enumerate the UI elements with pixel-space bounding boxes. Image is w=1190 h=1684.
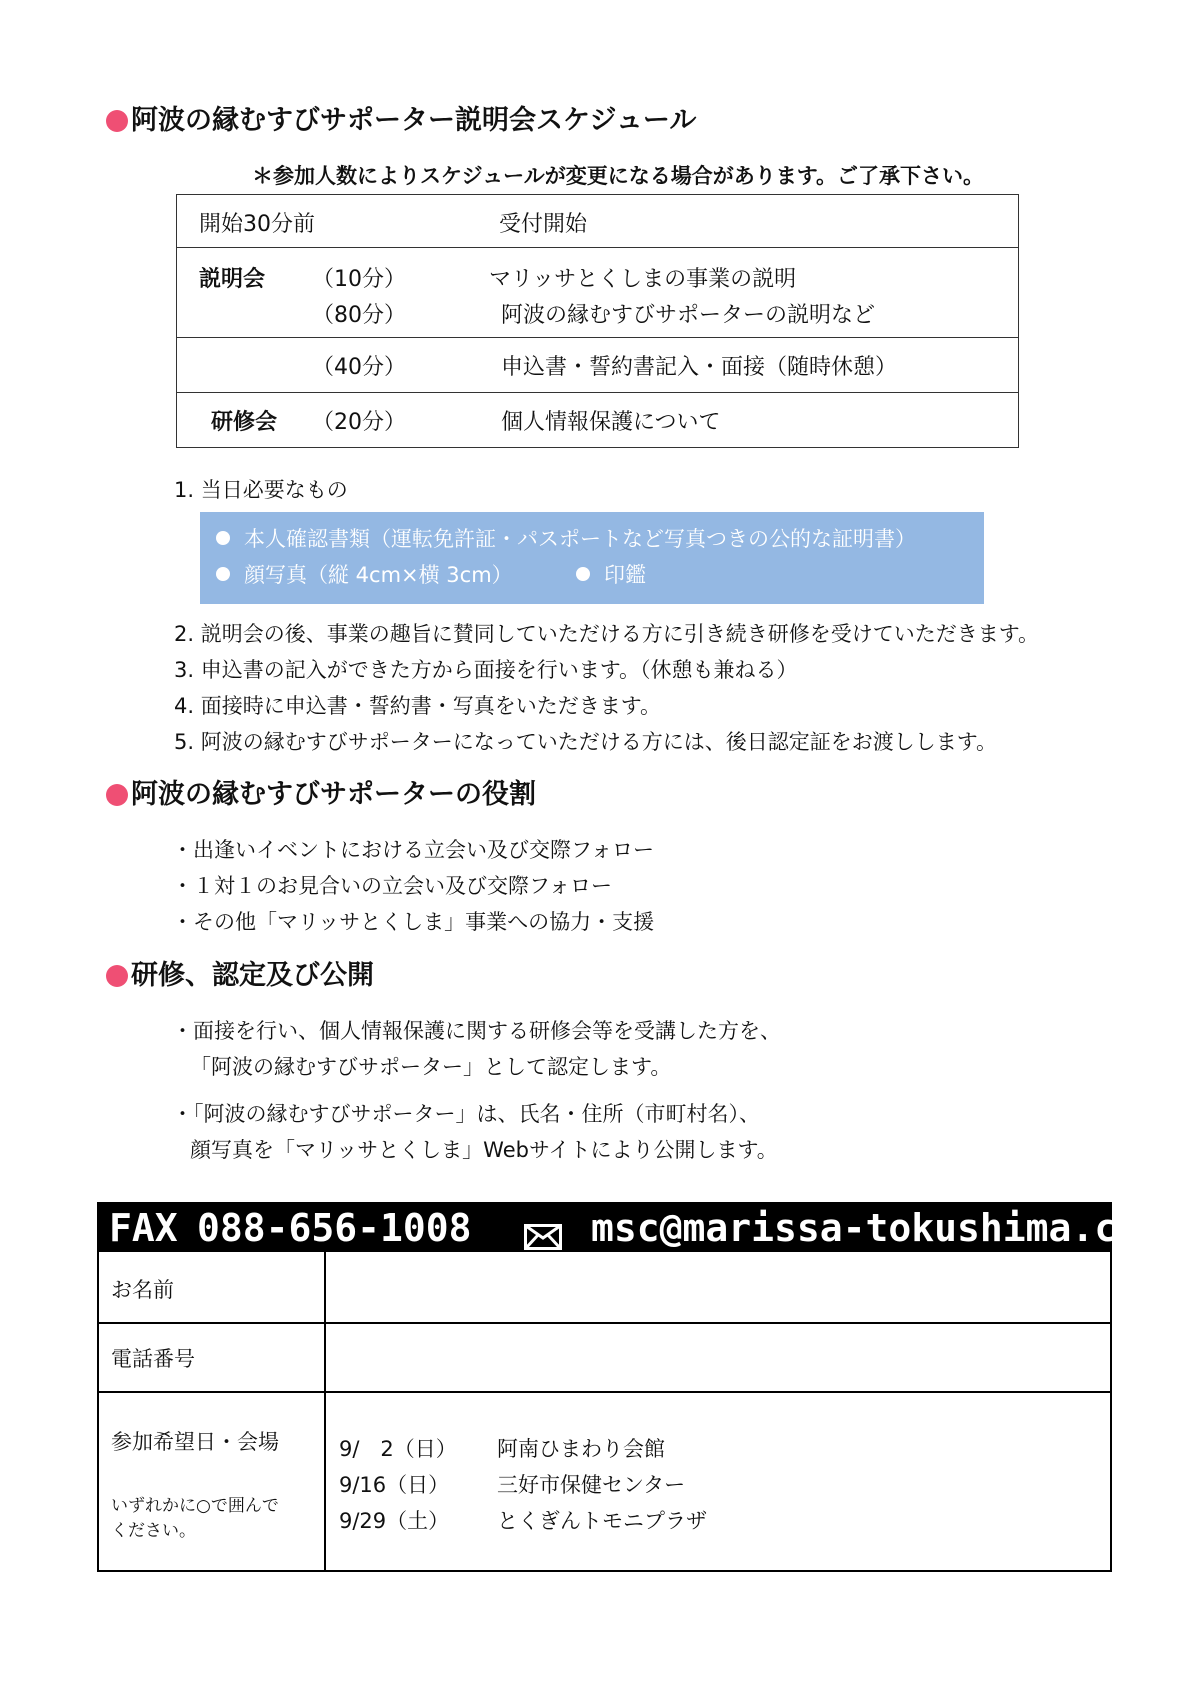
- row-divider: [99, 1391, 1110, 1393]
- list-item: 「阿波の縁むすびサポーター」として認定します。: [190, 1055, 672, 1079]
- list-item: 本人確認書類（運転免許証・パスポートなど写真つきの公的な証明書）: [216, 521, 916, 557]
- schedule-table: [176, 194, 1019, 448]
- schedule-duration: （80分）: [312, 303, 406, 328]
- list-item: 5. 阿波の縁むすびサポーターになっていただける方には、後日認定証をお渡しします。: [174, 730, 998, 754]
- list-item: ・その他「マリッサとくしま」事業への協力・支援: [172, 910, 655, 934]
- bullet-icon: [216, 531, 230, 545]
- schedule-session-label: 研修会: [211, 410, 278, 435]
- envelope-icon: [524, 1213, 562, 1257]
- schedule-session-label: 説明会: [199, 267, 266, 292]
- bullet-icon: [216, 567, 230, 581]
- venue-option-1: 阿南ひまわり会館: [497, 1437, 665, 1461]
- required-items-box: [200, 512, 984, 604]
- date-option-1[interactable]: 9/ 2（日）: [339, 1437, 457, 1461]
- date-note: いずれかに○で囲んで ください。: [111, 1496, 279, 1541]
- phone-label: 電話番号: [111, 1347, 195, 1371]
- schedule-desc: マリッサとくしまの事業の説明: [489, 267, 797, 292]
- list-item: 4. 面接時に申込書・誓約書・写真をいただきます。: [174, 694, 662, 718]
- venue-option-2: 三好市保健センター: [497, 1473, 686, 1497]
- list-item: ・「阿波の縁むすびサポーター」は、氏名・住所（市町村名）、: [172, 1102, 760, 1126]
- section-heading-training: 研修、認定及び公開: [106, 958, 374, 994]
- bullet-icon: [576, 567, 590, 581]
- list-item: 3. 申込書の記入ができた方から面接を行います。（休憩も兼ねる）: [174, 658, 798, 682]
- schedule-note: ＊参加人数によりスケジュールが変更になる場合があります。ご了承下さい。: [252, 164, 985, 188]
- application-form: [97, 1202, 1163, 1572]
- date-venue-label: 参加希望日・会場: [111, 1430, 279, 1454]
- list-item: 顔写真（縦 4cm×横 3cm）: [216, 557, 513, 593]
- list-item: 1. 当日必要なもの: [174, 478, 348, 502]
- form-header: [99, 1204, 1163, 1252]
- list-item: ・１対１のお見合いの立会い及び交際フォロー: [172, 874, 612, 898]
- table-row: [177, 393, 1019, 448]
- venue-option-3: とくぎんトモニプラザ: [497, 1509, 707, 1533]
- schedule-desc: 受付開始: [499, 212, 588, 237]
- fax-number: 088-656-1008: [197, 1206, 472, 1250]
- schedule-time-label: 開始30分前: [199, 212, 315, 237]
- date-option-2[interactable]: 9/16（日）: [339, 1473, 450, 1497]
- table-row: [177, 195, 1019, 248]
- list-item: 2. 説明会の後、事業の趣旨に賛同していただける方に引き続き研修を受けていただきます。: [174, 622, 1040, 646]
- list-item: 顔写真を「マリッサとくしま」Webサイトにより公開します。: [190, 1138, 778, 1162]
- schedule-desc: 阿波の縁むすびサポーターの説明など: [501, 303, 876, 328]
- column-divider: [324, 1252, 326, 1570]
- schedule-duration: （40分）: [312, 355, 406, 380]
- pink-dot-icon: [106, 965, 128, 987]
- pink-dot-icon: [106, 784, 128, 806]
- pink-dot-icon: [106, 110, 128, 132]
- list-item: 印鑑: [576, 557, 646, 593]
- list-item: ・面接を行い、個人情報保護に関する研修会等を受講した方を、: [172, 1019, 781, 1043]
- schedule-desc: 申込書・誓約書記入・面接（随時休憩）: [501, 355, 898, 380]
- phone-field[interactable]: [327, 1324, 1107, 1389]
- schedule-duration: （10分）: [312, 267, 406, 292]
- table-row: [177, 248, 1019, 338]
- section-heading-schedule: 阿波の縁むすびサポーター説明会スケジュール: [106, 103, 696, 139]
- list-item: ・出逢いイベントにおける立会い及び交際フォロー: [172, 838, 654, 862]
- section-heading-role: 阿波の縁むすびサポーターの役割: [106, 777, 536, 813]
- name-label: お名前: [111, 1278, 174, 1302]
- schedule-desc: 個人情報保護について: [501, 410, 721, 435]
- date-option-3[interactable]: 9/29（土）: [339, 1509, 450, 1533]
- email-address: msc@marissa-tokushima.com: [591, 1206, 1163, 1250]
- fax-label: FAX: [109, 1206, 178, 1250]
- schedule-duration: （20分）: [312, 410, 406, 435]
- name-field[interactable]: [327, 1254, 1107, 1320]
- table-row: [177, 338, 1019, 393]
